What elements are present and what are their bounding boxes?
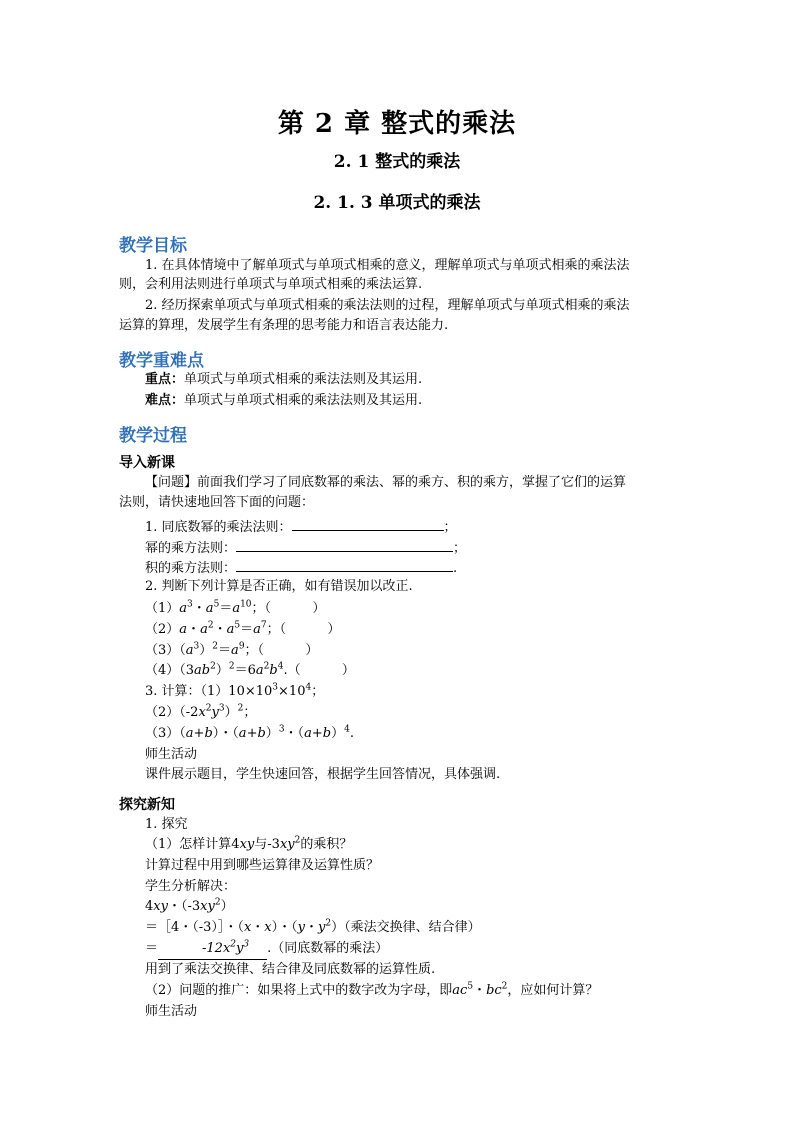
key-points-heading: 教学重难点 [119, 351, 204, 371]
intro-heading: 导入新课 [119, 455, 175, 471]
goal-2-line-2: 运算的算理，发展学生有条理的思考能力和语言表达能力. [119, 318, 449, 333]
q1-label: 1. 同底数幂的乘法法则： [145, 520, 292, 535]
judge-item-3: $(3)(a^3)^2=a^9$；（ ） [145, 641, 319, 658]
law-1: （乘法交换律、结合律） [344, 920, 481, 935]
q2-prefix: （2）问题的推广：如果将上式中的数字改为字母，即 [145, 983, 453, 998]
intro-activity-text: 课件展示题目，学生快速回答，根据学生回答情况，具体强调. [145, 767, 501, 782]
goal-2-line-1: 2. 经历探索单项式与单项式相乘的乘法法则的过程，理解单项式与单项式相乘的乘法 [145, 298, 630, 313]
explore-heading: 探究新知 [119, 797, 175, 813]
focus-text: 单项式与单项式相乘的乘法法则及其运用. [184, 372, 423, 387]
explore-activity: 师生活动 [145, 1004, 198, 1019]
intro-q2 [119, 537, 705, 559]
q2-blank [236, 537, 453, 552]
q2-end: ； [453, 541, 467, 556]
process-heading: 教学过程 [119, 426, 187, 446]
answer-blank: $-12x^2y^3$ [158, 939, 267, 960]
difficulty-line [119, 391, 705, 411]
judge-item-4: $(4)(3ab^2)^2=6a^2b^4$.（ ） [145, 661, 355, 678]
q1-end: ； [443, 520, 457, 535]
q1-prefix: （1）怎样计算 [145, 837, 232, 852]
explore-expr-2: ＝［4・（-3）］・（x・x）・（y・$y^2$）（乘法交换律、结合律） [145, 918, 481, 935]
explore-q1-line-2: 计算过程中用到哪些运算律及运算性质？ [145, 858, 380, 873]
explore-expr-3: ＝ $-12x^2y^3$ .（同底数幂的乘法） [119, 939, 705, 960]
explore-analysis: 学生分析解决： [145, 879, 237, 894]
calc-item-1: 3. 计算：$(1)10\times 10^3\times 10^4$； [145, 682, 325, 699]
q2-suffix: ，应如何计算？ [507, 983, 599, 998]
intro-line-1: 【问题】前面我们学习了同底数幂的乘法、幂的乘方、积的乘方，掌握了它们的运算 [145, 475, 627, 490]
answer-text: -12x [202, 941, 231, 956]
intro-activity: 师生活动 [145, 747, 198, 762]
judge-title: 2. 判断下列计算是否正确，如有错误加以改正. [145, 579, 413, 594]
difficulty-text: 单项式与单项式相乘的乘法法则及其运用. [184, 393, 423, 408]
section-title: 2. 1 整式的乘法 [333, 152, 461, 172]
goals-heading: 教学目标 [119, 236, 187, 256]
q3-end: . [453, 561, 458, 576]
q3-label: 积的乘方法则： [145, 561, 237, 576]
judge-item-2: （2）a・$a^2$・$a^5=a^7$；（ ） [145, 620, 341, 637]
intro-q3 [119, 557, 705, 579]
calc-item-3: （3）（a+b）・$(a+b)^3$・$(a+b)^4$. [145, 724, 354, 741]
law-2: .（同底数幂的乘法） [267, 941, 389, 956]
explore-conclusion: 用到了乘法交换律、结合律及同底数幂的运算性质. [145, 962, 436, 977]
focus-label: 重点： [145, 372, 185, 387]
calc-title: 3. 计算：（1）10×10 [145, 684, 273, 699]
q1-mid: 与 [254, 837, 268, 852]
intro-line-2: 法则，请快速地回答下面的问题： [119, 495, 315, 510]
q1-suffix: 的乘积？ [300, 837, 353, 852]
goal-1-line-2: 则，会利用法则进行单项式与单项式相乘的乘法运算. [119, 277, 423, 292]
intro-q1 [119, 516, 705, 538]
q2-label: 幂的乘方法则： [145, 541, 237, 556]
explore-expr-1: 4xy・$(-3xy^2)$ [145, 897, 234, 914]
explore-q2: （2）问题的推广：如果将上式中的数字改为字母，即$ac^5$・$bc^2$，应如何计算？ [145, 981, 599, 998]
chapter-title: 第 2 章 整式的乘法 [277, 109, 517, 139]
goal-1-line-1: 1. 在具体情境中了解单项式与单项式相乘的意义，理解单项式与单项式相乘的乘法法 [145, 258, 630, 273]
q3-blank [236, 557, 453, 572]
q1-blank [292, 516, 444, 531]
difficulty-label: 难点： [145, 393, 185, 408]
subsection-title: 2. 1. 3 单项式的乘法 [313, 193, 481, 213]
judge-item-1: $(1)a^3$・$a^5=a^{10}$；（ ） [145, 599, 326, 616]
calc-item-2: $(2)(-2x^2y^3)^2$； [145, 703, 257, 720]
explore-step-1: 1. 探究 [145, 817, 188, 832]
explore-q1: （1）怎样计算4xy与$-3xy^2$的乘积？ [145, 835, 353, 852]
focus-line [119, 370, 705, 390]
